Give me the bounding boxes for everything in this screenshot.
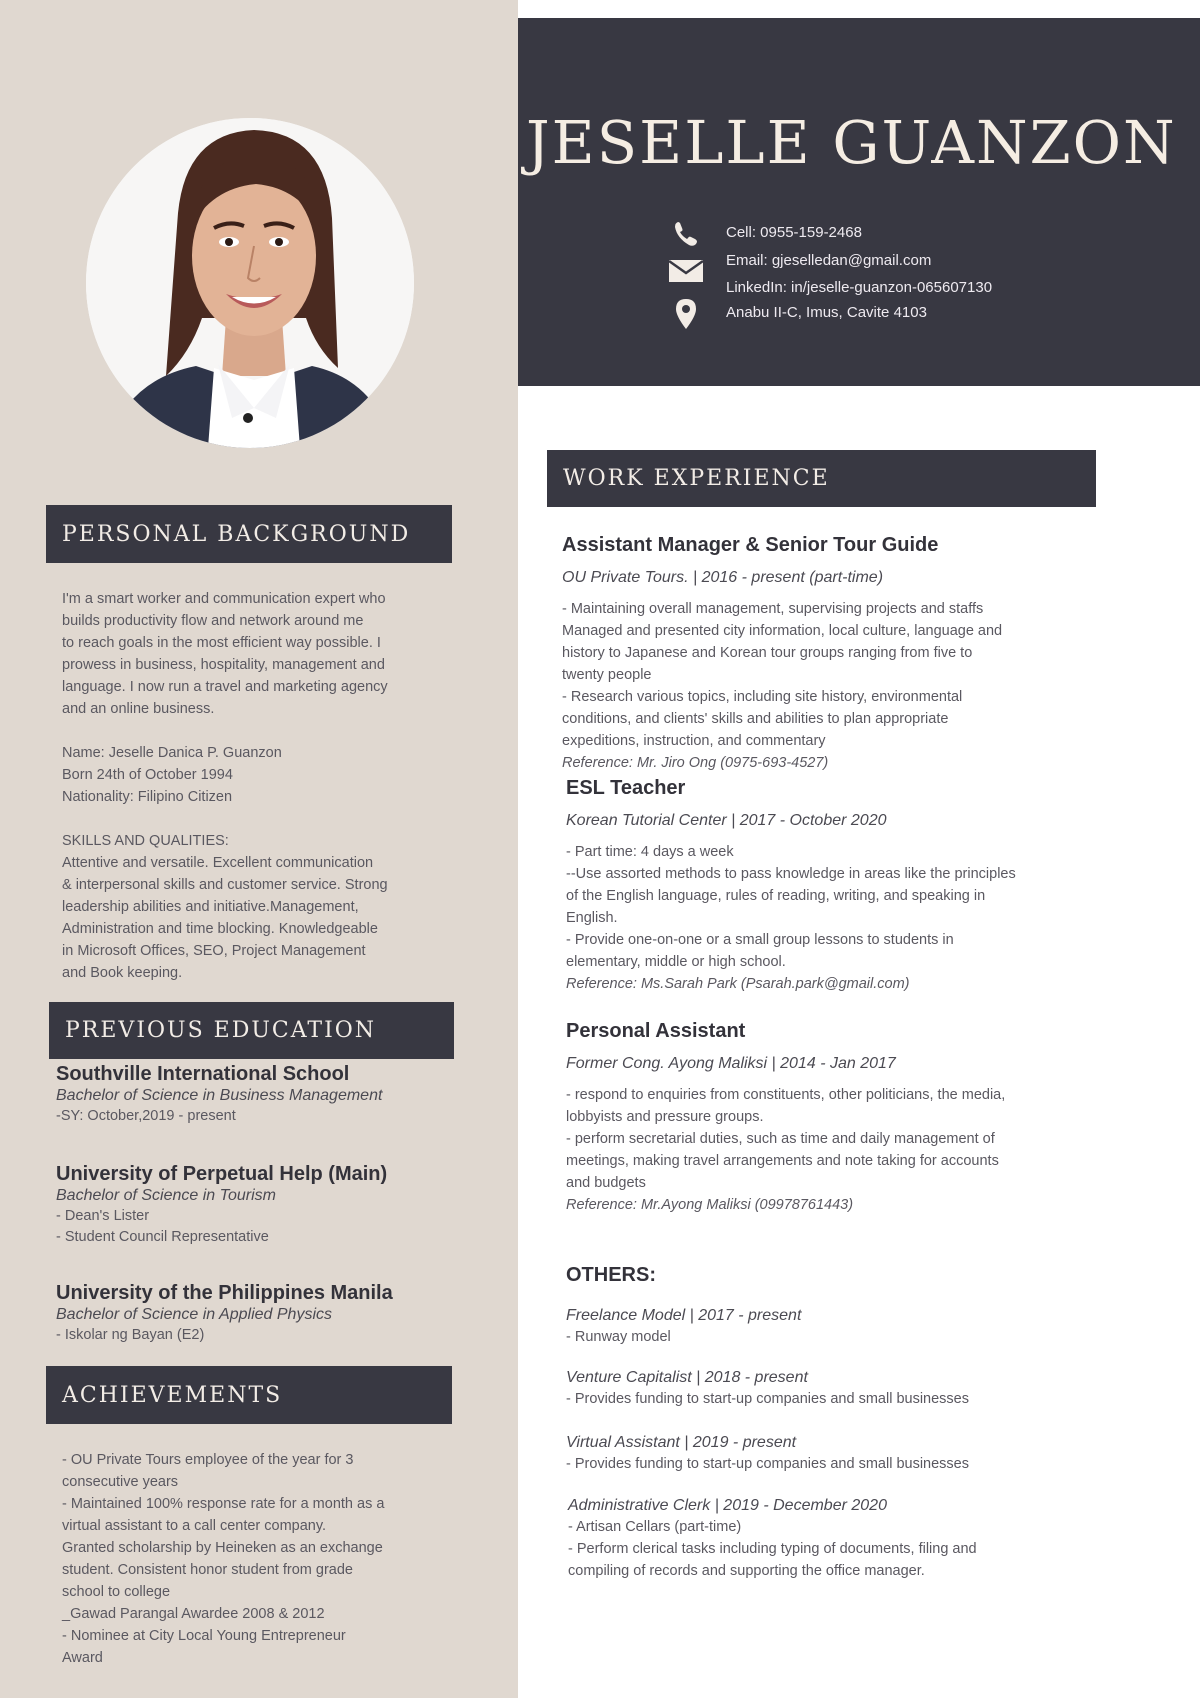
education-note: - Student Council Representative [56, 1229, 269, 1245]
job-company: Former Cong. Ayong Maliksi | 2014 - Jan 2017 [566, 1055, 896, 1072]
other-role-item [568, 1496, 1088, 1582]
job-reference: Reference: Mr. Jiro Ong (0975-693-4527) [562, 755, 829, 771]
profile-photo [86, 118, 414, 448]
contact-email[interactable]: Email: gjeselledan@gmail.com [726, 252, 932, 269]
other-role-description: - Runway model [566, 1329, 671, 1345]
previous-education-heading: PREVIOUS EDUCATION [49, 1002, 454, 1059]
work-item [566, 1018, 1106, 1216]
other-role-description: - Provides funding to start-up companies and small businesses [566, 1391, 969, 1407]
others-heading: OTHERS: [566, 1264, 656, 1286]
education-note: - Dean's Lister [56, 1208, 150, 1224]
other-role-description: - Artisan Cellars (part-time) - Perform clerical tasks including typing of documents, filing and compiling of records and supporting the office manager. [568, 1519, 977, 1579]
other-role-description: - Provides funding to start-up companies and small businesses [566, 1456, 969, 1472]
education-note: -SY: October,2019 - present [56, 1108, 236, 1124]
education-item [56, 1281, 456, 1346]
envelope-icon [668, 258, 704, 284]
education-note: - Iskolar ng Bayan (E2) [56, 1327, 205, 1343]
other-role-item [566, 1306, 1086, 1348]
job-description: - Part time: 4 days a week --Use assorted methods to pass knowledge in areas like the principles of the English language, rules of reading, writing, and speaking in English. - Provide one-on-one or a small group lessons to students in elementary, middle or high school. [566, 844, 1016, 970]
other-role: Administrative Clerk | 2019 - December 2020 [568, 1497, 887, 1514]
job-description: - Maintaining overall management, supervising projects and staffs Managed and presented city information, local culture, language and history to Japanese and Korean tour groups ranging from five to twenty people - Research various topics, including site history, environmental conditions, and clients' skills and abilities to plan appropriate expeditions, instruction, and commentary [562, 601, 1003, 749]
school-name: University of Perpetual Help (Main) [56, 1163, 388, 1185]
other-role: Freelance Model | 2017 - present [566, 1307, 802, 1324]
job-reference: Reference: Ms.Sarah Park (Psarah.park@gmail.com) [566, 976, 910, 992]
degree: Bachelor of Science in Applied Physics [56, 1306, 332, 1323]
other-role-item [566, 1433, 1086, 1475]
contact-linkedin[interactable]: LinkedIn: in/jeselle-guanzon-065607130 [726, 279, 993, 296]
work-experience-heading: WORK EXPERIENCE [547, 450, 1096, 507]
map-pin-icon [675, 298, 697, 330]
work-item [566, 775, 1106, 995]
skills-and-qualities: SKILLS AND QUALITIES: Attentive and versatile. Excellent communication & interpersonal skills and customer service. Strong leadership abilities and initiative.Management, Administration and time blocking. Knowledgeable in Microsoft Offices, SEO, Project Management and Book keeping. [62, 833, 388, 981]
contact-cell: Cell: 0955-159-2468 [726, 224, 862, 241]
work-item [562, 532, 1102, 774]
achievements-heading: ACHIEVEMENTS [46, 1366, 452, 1424]
full-name: JESELLE GUANZON [526, 108, 1177, 177]
other-role: Virtual Assistant | 2019 - present [566, 1434, 797, 1451]
other-role-item [566, 1368, 1086, 1410]
others-heading-wrap [566, 1262, 1106, 1288]
other-role: Venture Capitalist | 2018 - present [566, 1369, 808, 1386]
education-item [56, 1062, 456, 1127]
education-item [56, 1162, 456, 1248]
job-title: Assistant Manager & Senior Tour Guide [562, 534, 939, 556]
phone-icon [672, 220, 700, 248]
personal-summary: I'm a smart worker and communication expert who builds productivity flow and network around me to reach goals in the most efficient way possible. I prowess in business, hospitality, management and language. I now run a travel and marketing agency and an online business. [62, 591, 388, 717]
contact-address: Anabu II-C, Imus, Cavite 4103 [726, 304, 927, 321]
degree: Bachelor of Science in Tourism [56, 1187, 276, 1204]
school-name: University of the Philippines Manila [56, 1282, 393, 1304]
job-title: Personal Assistant [566, 1020, 746, 1042]
header-banner [518, 18, 1200, 386]
degree: Bachelor of Science in Business Management [56, 1087, 383, 1104]
portrait-illustration [86, 118, 414, 448]
job-company: OU Private Tours. | 2016 - present (part-time) [562, 569, 884, 586]
job-description: - respond to enquiries from constituents, other politicians, the media, lobbyists and pressure groups. - perform secretarial duties, such as time and daily management of meetings, making travel arrangements and note taking for accounts and budgets [566, 1087, 1006, 1191]
school-name: Southville International School [56, 1063, 350, 1085]
job-company: Korean Tutorial Center | 2017 - October 2020 [566, 812, 887, 829]
job-title: ESL Teacher [566, 777, 686, 799]
personal-background-heading: PERSONAL BACKGROUND [46, 505, 452, 563]
personal-details: Name: Jeselle Danica P. Guanzon Born 24th of October 1994 Nationality: Filipino Citizen [62, 745, 282, 805]
job-reference: Reference: Mr.Ayong Maliksi (09978761443) [566, 1197, 854, 1213]
achievements-text: - OU Private Tours employee of the year for 3 consecutive years - Maintained 100% response rate for a month as a virtual assistant to a call center company. Granted scholarship by Heineken as an exchange student. Consistent honor student from grade school to college _Gawad Parangal Awardee 2008 & 2012 - Nominee at City Local Young Entrepreneur Award [62, 1452, 385, 1666]
